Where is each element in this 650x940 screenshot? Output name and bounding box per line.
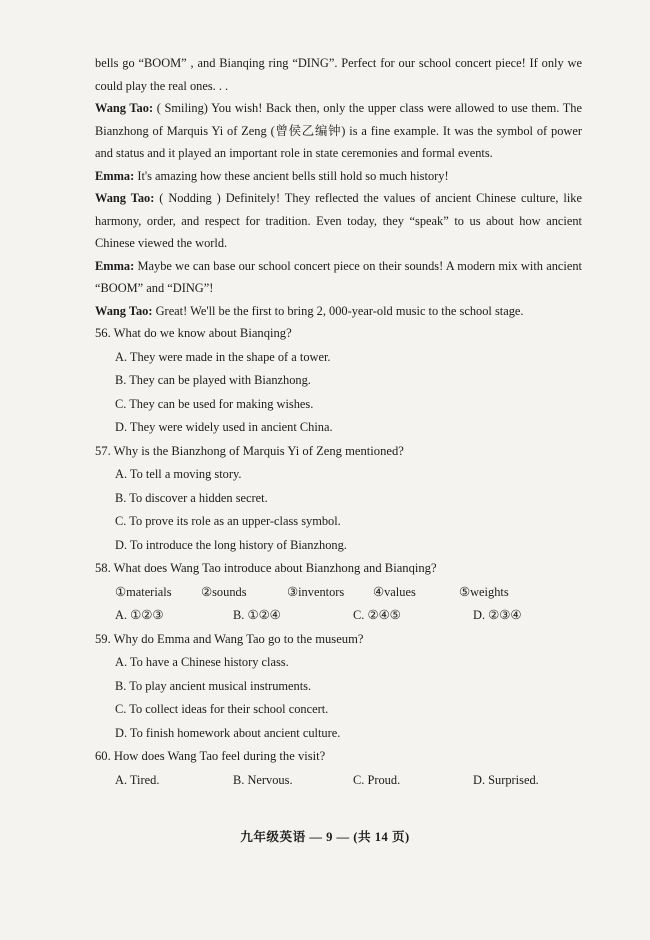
option-a: A. ①②③	[115, 608, 164, 622]
item: ③inventors	[287, 584, 345, 599]
speaker: Wang Tao:	[95, 303, 153, 318]
option-c: C. To prove its role as an upper-class symbol.	[115, 514, 341, 528]
line-text: Maybe we can base our school concert piece on their sounds! A modern mix with ancient “BOOM” and “DING”!	[95, 258, 582, 295]
item: ④values	[373, 584, 416, 599]
page-footer: 九年级英语 — 9 — (共 14 页)	[240, 830, 410, 844]
item-list	[95, 581, 582, 605]
line-text: bells go “BOOM” , and Bianqing ring “DING”. Perfect for our school concert piece! If only we could play the real ones. . .	[95, 56, 582, 93]
option-c: C. To collect ideas for their school concert.	[115, 702, 329, 716]
dialogue-line	[95, 97, 582, 165]
option-a: A. To tell a moving story.	[115, 467, 242, 481]
question-57	[95, 440, 582, 558]
dialogue-line	[95, 52, 582, 97]
choice-row	[95, 604, 582, 628]
option-c: C. ②④⑤	[353, 608, 401, 622]
option-d: D. They were widely used in ancient China.	[115, 420, 333, 434]
option-b: B. ①②④	[233, 608, 281, 622]
speaker: Wang Tao:	[95, 101, 154, 115]
line-text: It's amazing how these ancient bells still hold so much history!	[134, 168, 449, 183]
option-c: C. Proud.	[353, 772, 401, 787]
choice-row	[95, 769, 582, 793]
option-c: C. They can be used for making wishes.	[115, 396, 314, 411]
question-text: 59. Why do Emma and Wang Tao go to the museum?	[95, 631, 364, 646]
item: ①materials	[115, 584, 172, 599]
dialogue-line	[95, 255, 582, 300]
speaker: Wang Tao:	[95, 191, 155, 205]
speaker: Emma:	[95, 168, 135, 183]
line-text: ( Smiling) You wish! Back then, only the upper class were allowed to use them. The Bianzhong of Marquis Yi of Zeng (曾侯乙编钟) is a fine example. It was the symbol of power and status and it played an important role in state ceremonies and formal events.	[95, 101, 582, 160]
question-text: 60. How does Wang Tao feel during the visit?	[95, 749, 326, 763]
speaker: Emma:	[95, 258, 135, 273]
option-b: B. They can be played with Bianzhong.	[115, 373, 311, 387]
option-a: A. To have a Chinese history class.	[115, 655, 289, 669]
option-b: B. Nervous.	[233, 772, 293, 787]
dialogue-passage	[95, 52, 582, 322]
question-56	[95, 322, 582, 440]
option-d: D. ②③④	[473, 608, 522, 622]
option-d: D. To finish homework about ancient culture.	[115, 725, 341, 740]
item: ⑤weights	[459, 584, 509, 599]
question-text: 58. What does Wang Tao introduce about Bianzhong and Bianqing?	[95, 561, 437, 575]
line-text: ( Nodding ) Definitely! They reflected the values of ancient Chinese culture, like harmony, order, and respect for tradition. Even today, they “speak” to us about how ancient Chinese viewed the world.	[95, 191, 582, 250]
dialogue-line	[95, 300, 582, 323]
question-text: 57. Why is the Bianzhong of Marquis Yi of Zeng mentioned?	[95, 443, 404, 458]
option-b: B. To play ancient musical instruments.	[115, 678, 312, 693]
question-text: 56. What do we know about Bianqing?	[95, 326, 292, 340]
line-text: Great! We'll be the first to bring 2, 000-year-old music to the school stage.	[152, 303, 524, 318]
question-58	[95, 557, 582, 628]
question-60	[95, 745, 582, 792]
option-d: D. To introduce the long history of Bianzhong.	[115, 537, 347, 552]
dialogue-line	[95, 165, 582, 188]
option-a: A. Tired.	[115, 772, 160, 787]
option-d: D. Surprised.	[473, 772, 539, 787]
option-a: A. They were made in the shape of a tower.	[115, 349, 331, 364]
item: ②sounds	[201, 584, 247, 599]
dialogue-line	[95, 187, 582, 255]
question-59	[95, 628, 582, 746]
option-b: B. To discover a hidden secret.	[115, 490, 268, 505]
